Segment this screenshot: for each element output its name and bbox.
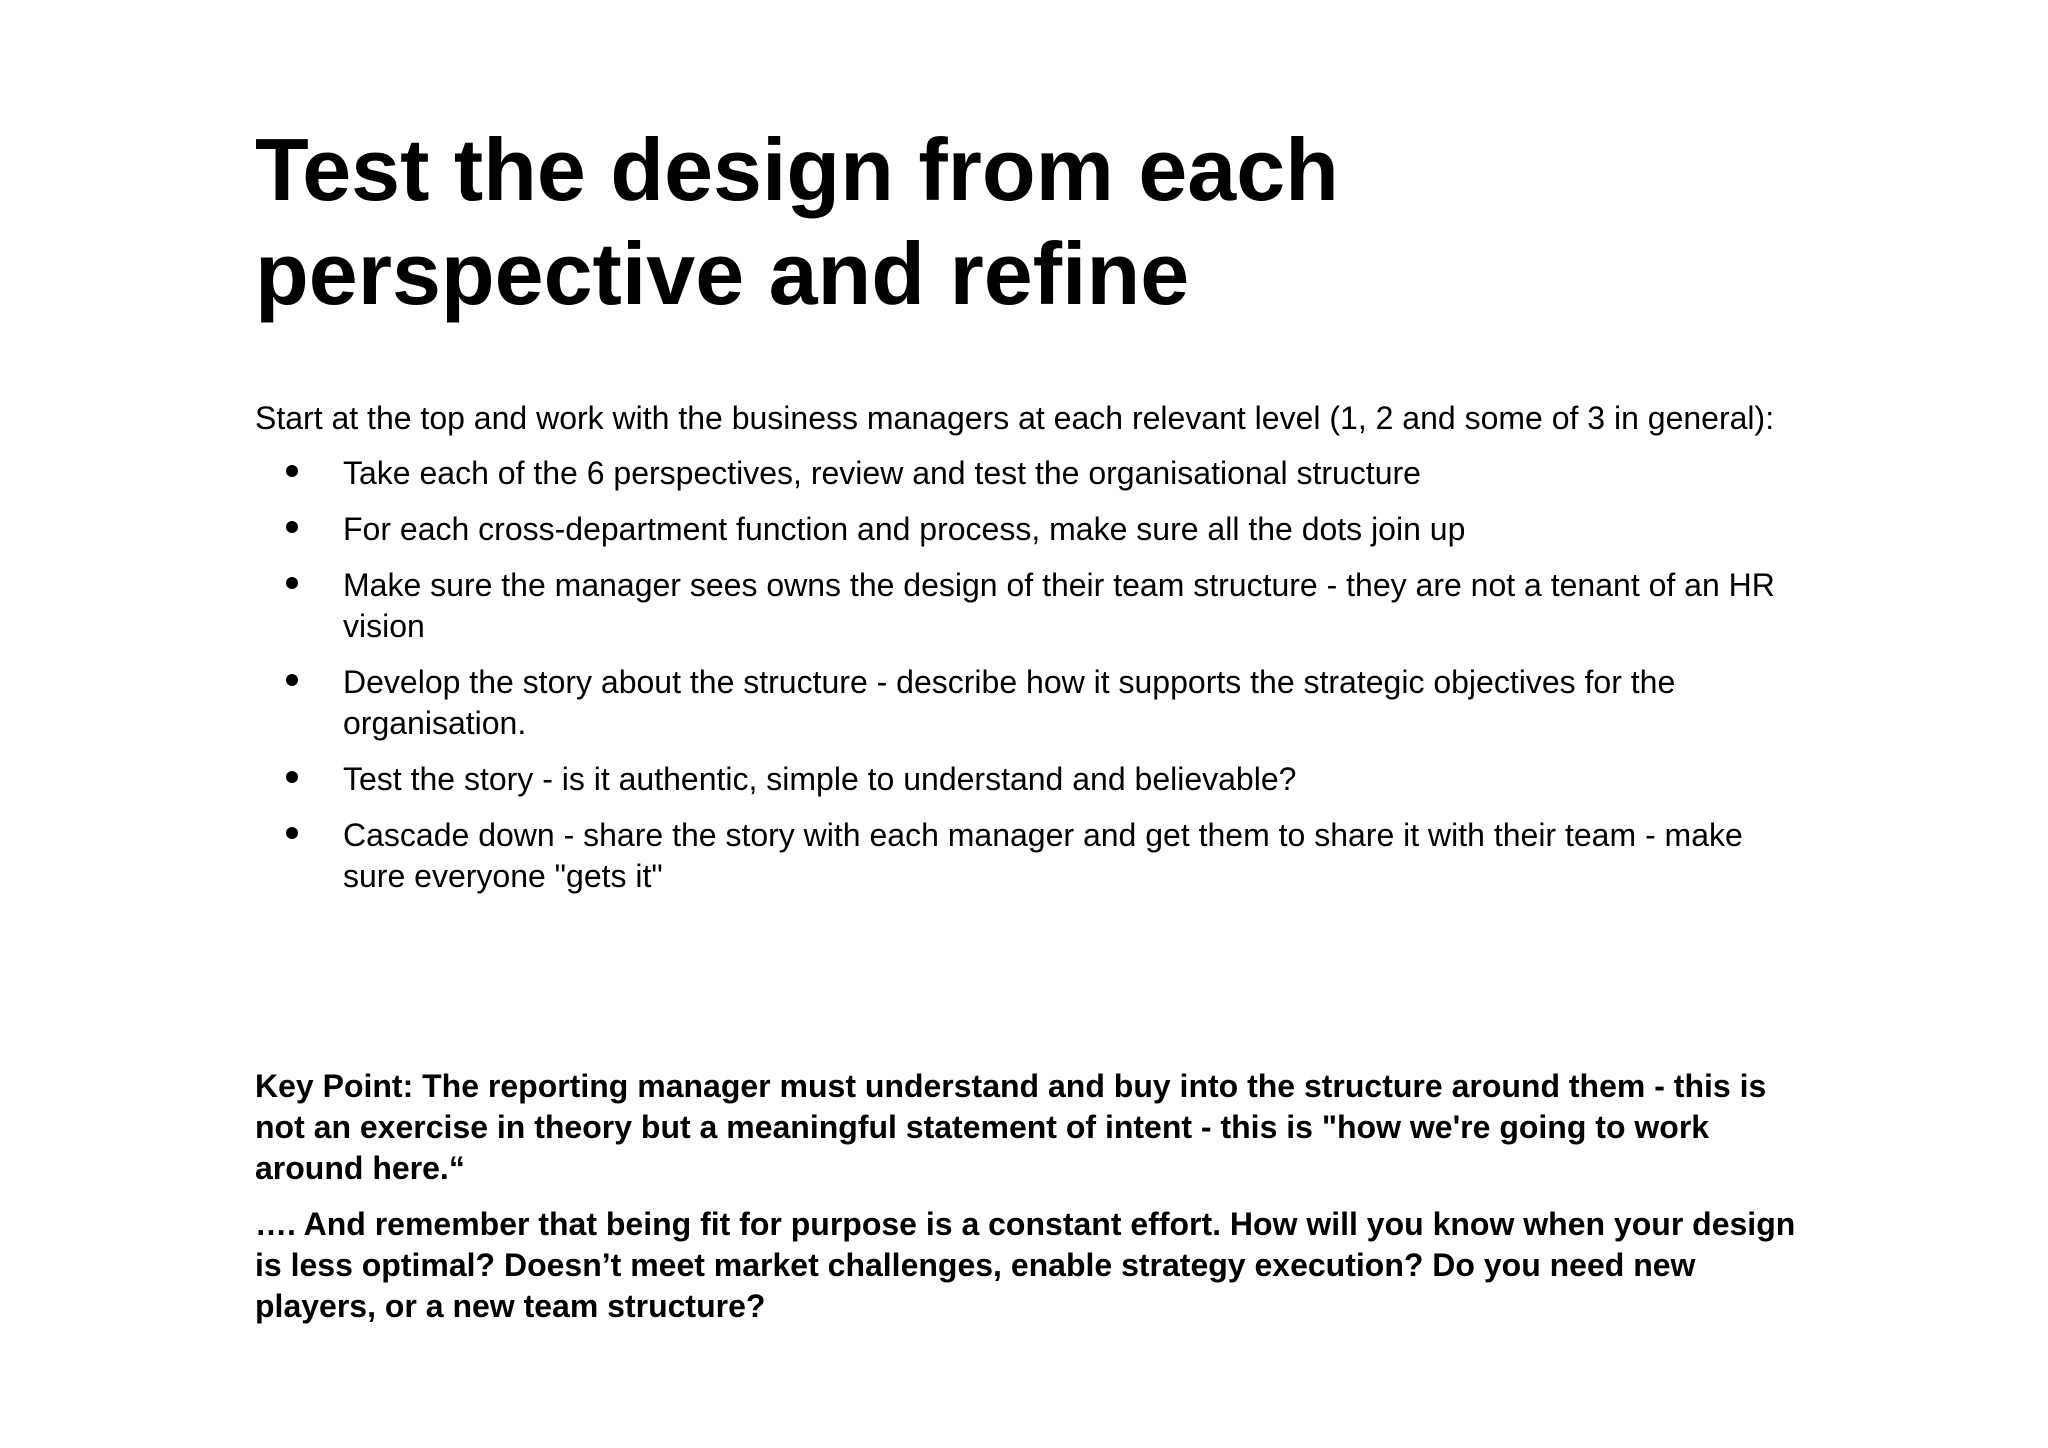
- bullet-item: [255, 815, 1795, 897]
- bullet-text: Develop the story about the structure - describe how it supports the strategic objectives for the organisation.: [343, 664, 1676, 741]
- key-point-section: [255, 1066, 1815, 1342]
- slide-body: [255, 398, 1795, 912]
- bullet-dot-icon: [286, 465, 298, 477]
- bullet-item: [255, 565, 1795, 647]
- closing-paragraph: …. And remember that being fit for purpose is a constant effort. How will you know when your design is less optimal? Doesn’t meet market challenges, enable strategy execution? Do you need new players, or a new team structure?: [255, 1206, 1796, 1324]
- bullet-text: Make sure the manager sees owns the design of their team structure - they are not a tenant of an HR vision: [343, 567, 1775, 644]
- bullet-dot-icon: [286, 674, 298, 686]
- title-line-1: Test the design from each: [255, 120, 1339, 219]
- bullet-text: Take each of the 6 perspectives, review and test the organisational structure: [343, 455, 1421, 491]
- bullet-item: [255, 759, 1795, 800]
- bullet-dot-icon: [286, 827, 298, 839]
- bullet-text: Test the story - is it authentic, simple to understand and believable?: [343, 761, 1297, 797]
- bullet-text: Cascade down - share the story with each manager and get them to share it with their team - make sure everyone "gets it": [343, 817, 1743, 894]
- bullet-item: [255, 509, 1795, 550]
- key-point-paragraph: Key Point: The reporting manager must understand and buy into the structure around them - this is not an exercise in theory but a meaningful statement of intent - this is "how we're going to work around here.“: [255, 1068, 1767, 1186]
- bullet-item: [255, 453, 1795, 494]
- bullet-list: [255, 453, 1795, 897]
- slide-title: [255, 118, 1755, 326]
- bullet-item: [255, 662, 1795, 744]
- title-line-2: perspective and refine: [255, 224, 1190, 323]
- bullet-dot-icon: [286, 577, 298, 589]
- bullet-dot-icon: [286, 771, 298, 783]
- intro-paragraph: Start at the top and work with the business managers at each relevant level (1, 2 and some of 3 in general):: [255, 400, 1775, 436]
- bullet-dot-icon: [286, 521, 298, 533]
- bullet-text: For each cross-department function and process, make sure all the dots join up: [343, 511, 1466, 547]
